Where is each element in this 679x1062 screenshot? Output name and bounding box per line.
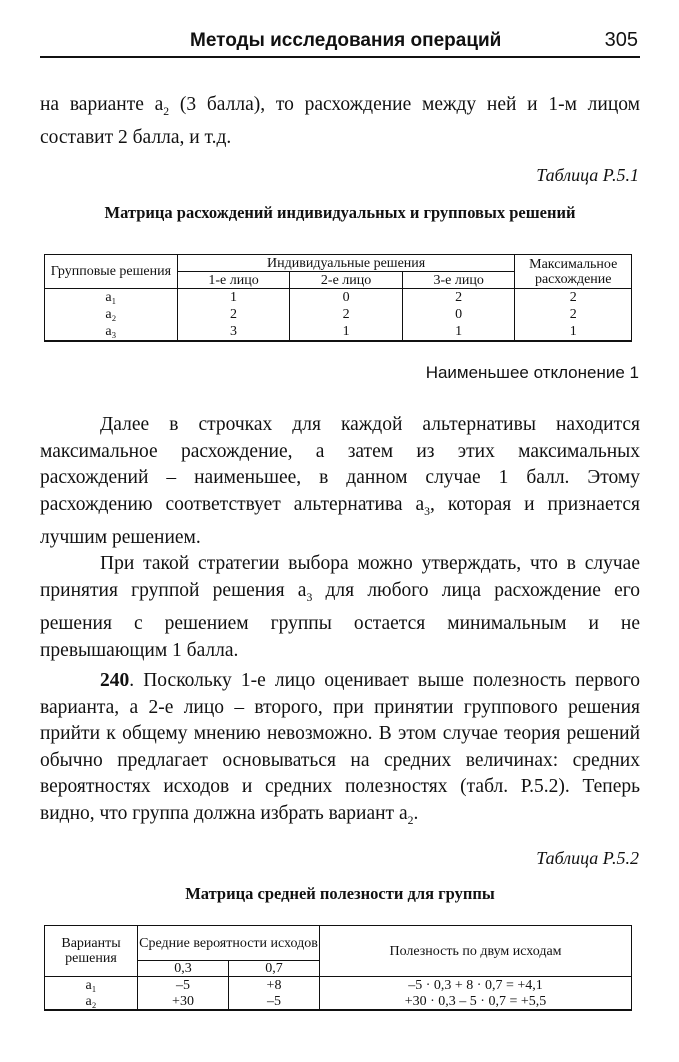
table-row: а₂ +30 –5 +30 · 0,3 – 5 · 0,7 = +5,5: [45, 993, 632, 1010]
item-number: 240: [100, 670, 130, 691]
paragraph-240: 240. Поскольку 1-е лицо оценивает выше полезность первого варианта, а 2-е лицо – второго, при принятии группового решения прийти к общему мнению невозможно. В этом случае теория решений обычно предлагает основываться на средних величинах: средних вероятностях исходов и средних полезностях (табл. Р.5.2). Теперь видно, что группа должна избрать вариант $а_2$.: [40, 670, 640, 827]
header-person-2: 2-е лицо: [290, 272, 403, 289]
header-prob-2: 0,7: [229, 961, 320, 977]
header-person-1: 1-е лицо: [177, 272, 290, 289]
header-avg-probabilities: Средние вероятности исходов: [138, 926, 320, 961]
table-row: а₁ 1 0 2 2: [45, 289, 632, 307]
header-variants: Варианты решения: [45, 926, 138, 977]
table-row: а₁ –5 +8 –5 · 0,3 + 8 · 0,7 = +4,1: [45, 977, 632, 994]
header-individual-decisions: Индивидуальные решения: [177, 255, 515, 272]
running-header: [40, 26, 640, 58]
table-title: Матрица расхождений индивидуальных и групповых решений: [104, 203, 576, 222]
paragraph-intro: на варианте $а_2$ (3 балла), то расхождение между ней и 1-м лицом составит 2 балла, и т.д.: [40, 94, 640, 149]
chapter-title: Методы исследования операций: [190, 30, 502, 51]
table-title-2: Матрица средней полезности для группы: [185, 884, 495, 903]
header-person-3: 3-е лицо: [402, 272, 515, 289]
header-group-decisions: Групповые решения: [45, 255, 178, 289]
header-prob-1: 0,3: [138, 961, 229, 977]
header-max-discrepancy: Максимальное расхождение: [515, 255, 632, 289]
table-label: Таблица Р.5.1: [536, 165, 639, 185]
discrepancy-table: [44, 254, 632, 342]
least-deviation-note: Наименьшее отклонение 1: [425, 363, 639, 382]
page-number: 305: [604, 29, 638, 51]
table-row: а₃ 3 1 1 1: [45, 323, 632, 341]
paragraph-analysis: Далее в строчках для каждой альтернативы находится максимальное расхождение, а затем из этих максимальных расхождений – наименьшее, в данном случае 1 балл. Этому расхождению соответствует альтернатива $а_3$, которая и признается лучшим решением. При такой стратегии выбора можно утверждать, что в случае принятия группой решения $а_3$ для любого лица расхождение его решения с решением группы остается минимальным и не превышающим 1 балла.: [40, 414, 640, 661]
header-utility: Полезность по двум исходам: [320, 926, 632, 977]
table-row: а₂ 2 2 0 2: [45, 306, 632, 323]
utility-table: [44, 925, 632, 1011]
table-label-2: Таблица Р.5.2: [536, 848, 639, 868]
